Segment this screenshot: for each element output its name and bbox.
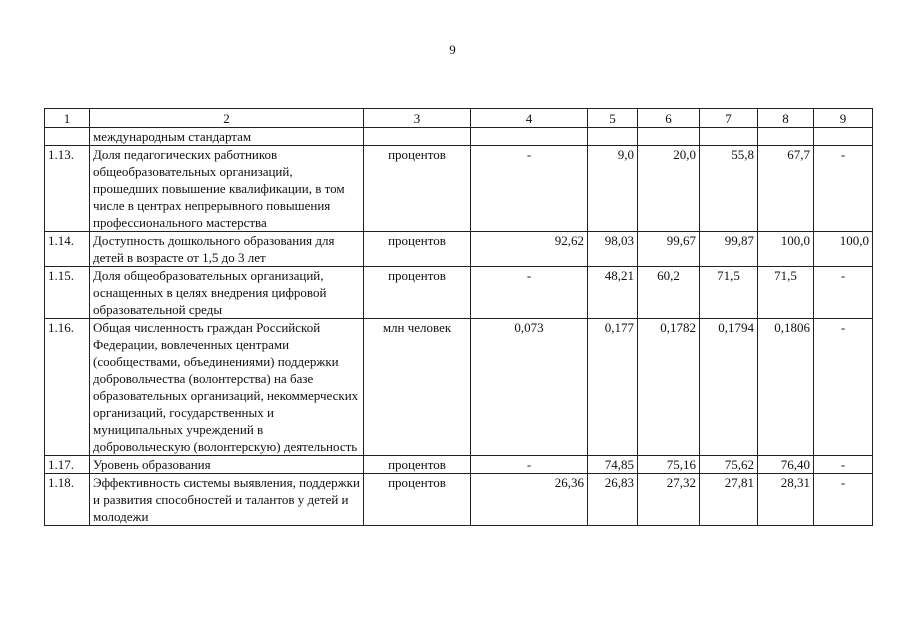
- header-row: [45, 109, 873, 128]
- value-col-9: -: [814, 474, 873, 526]
- value-col-9: -: [814, 319, 873, 456]
- cell-empty: [364, 128, 471, 146]
- header-col-2: 2: [90, 109, 364, 128]
- value-col-5: 9,0: [588, 146, 638, 232]
- cell-empty: [471, 128, 588, 146]
- row-number: 1.13.: [45, 146, 90, 232]
- page-number: 9: [449, 42, 456, 57]
- indicator-name: Уровень образования: [90, 456, 364, 474]
- header-col-6: 6: [638, 109, 700, 128]
- value-col-4: 92,62: [471, 232, 588, 267]
- indicators-table: [44, 108, 873, 526]
- value-col-9: -: [814, 456, 873, 474]
- value-col-5: 26,83: [588, 474, 638, 526]
- table-row: [45, 232, 873, 267]
- unit-cell: процентов: [364, 267, 471, 319]
- value-col-5: 0,177: [588, 319, 638, 456]
- cell-empty: [814, 128, 873, 146]
- value-col-7: 27,81: [700, 474, 758, 526]
- table-row: [45, 267, 873, 319]
- value-col-5: 74,85: [588, 456, 638, 474]
- value-col-7: 0,1794: [700, 319, 758, 456]
- value-col-4: -: [471, 146, 588, 232]
- indicator-name: Общая численность граждан Российской Федерации, вовлеченных центрами (сообществами, объединениями) поддержки добровольчества (волонтерства) на базе образовательных организаций, некоммерческих организаций, государственных и муниципальных учреждений в добровольческую (волонтерскую) деятельность: [90, 319, 364, 456]
- value-col-8: 100,0: [758, 232, 814, 267]
- value-col-4: 0,073: [471, 319, 588, 456]
- indicator-name: Доступность дошкольного образования для детей в возрасте от 1,5 до 3 лет: [90, 232, 364, 267]
- value-col-4: -: [471, 456, 588, 474]
- value-col-7: 99,87: [700, 232, 758, 267]
- header-col-8: 8: [758, 109, 814, 128]
- table-row: [45, 146, 873, 232]
- header-col-3: 3: [364, 109, 471, 128]
- value-col-6: 60,2: [638, 267, 700, 319]
- value-col-8: 76,40: [758, 456, 814, 474]
- table-row: [45, 456, 873, 474]
- value-col-4: -: [471, 267, 588, 319]
- value-col-4: 26,36: [471, 474, 588, 526]
- unit-cell: млн человек: [364, 319, 471, 456]
- value-col-6: 20,0: [638, 146, 700, 232]
- row-number: 1.18.: [45, 474, 90, 526]
- header-col-7: 7: [700, 109, 758, 128]
- header-col-9: 9: [814, 109, 873, 128]
- row-number: 1.15.: [45, 267, 90, 319]
- value-col-5: 48,21: [588, 267, 638, 319]
- value-col-7: 55,8: [700, 146, 758, 232]
- value-col-9: -: [814, 267, 873, 319]
- cell-empty: [700, 128, 758, 146]
- cell-empty: [45, 128, 90, 146]
- value-col-6: 99,67: [638, 232, 700, 267]
- row-number: 1.17.: [45, 456, 90, 474]
- unit-cell: процентов: [364, 474, 471, 526]
- value-col-8: 28,31: [758, 474, 814, 526]
- value-col-7: 71,5: [700, 267, 758, 319]
- unit-cell: процентов: [364, 146, 471, 232]
- value-col-8: 67,7: [758, 146, 814, 232]
- indicator-name: Эффективность системы выявления, поддержки и развития способностей и талантов у детей и молодежи: [90, 474, 364, 526]
- indicator-name: Доля общеобразовательных организаций, оснащенных в целях внедрения цифровой образовательной среды: [90, 267, 364, 319]
- continuation-row: [45, 128, 873, 146]
- value-col-6: 75,16: [638, 456, 700, 474]
- indicator-name: Доля педагогических работников общеобразовательных организаций, прошедших повышение квалификации, в том числе в центрах непрерывного повышения профессионального мастерства: [90, 146, 364, 232]
- header-col-5: 5: [588, 109, 638, 128]
- table-row: [45, 319, 873, 456]
- cell-empty: [758, 128, 814, 146]
- unit-cell: процентов: [364, 232, 471, 267]
- header-col-4: 4: [471, 109, 588, 128]
- header-col-1: 1: [45, 109, 90, 128]
- row-number: 1.16.: [45, 319, 90, 456]
- row-number: 1.14.: [45, 232, 90, 267]
- value-col-6: 0,1782: [638, 319, 700, 456]
- cell-empty: [638, 128, 700, 146]
- value-col-9: 100,0: [814, 232, 873, 267]
- value-col-5: 98,03: [588, 232, 638, 267]
- continuation-text: международным стандартам: [90, 128, 364, 146]
- value-col-9: -: [814, 146, 873, 232]
- table-row: [45, 474, 873, 526]
- unit-cell: процентов: [364, 456, 471, 474]
- value-col-8: 0,1806: [758, 319, 814, 456]
- cell-empty: [588, 128, 638, 146]
- value-col-6: 27,32: [638, 474, 700, 526]
- value-col-8: 71,5: [758, 267, 814, 319]
- value-col-7: 75,62: [700, 456, 758, 474]
